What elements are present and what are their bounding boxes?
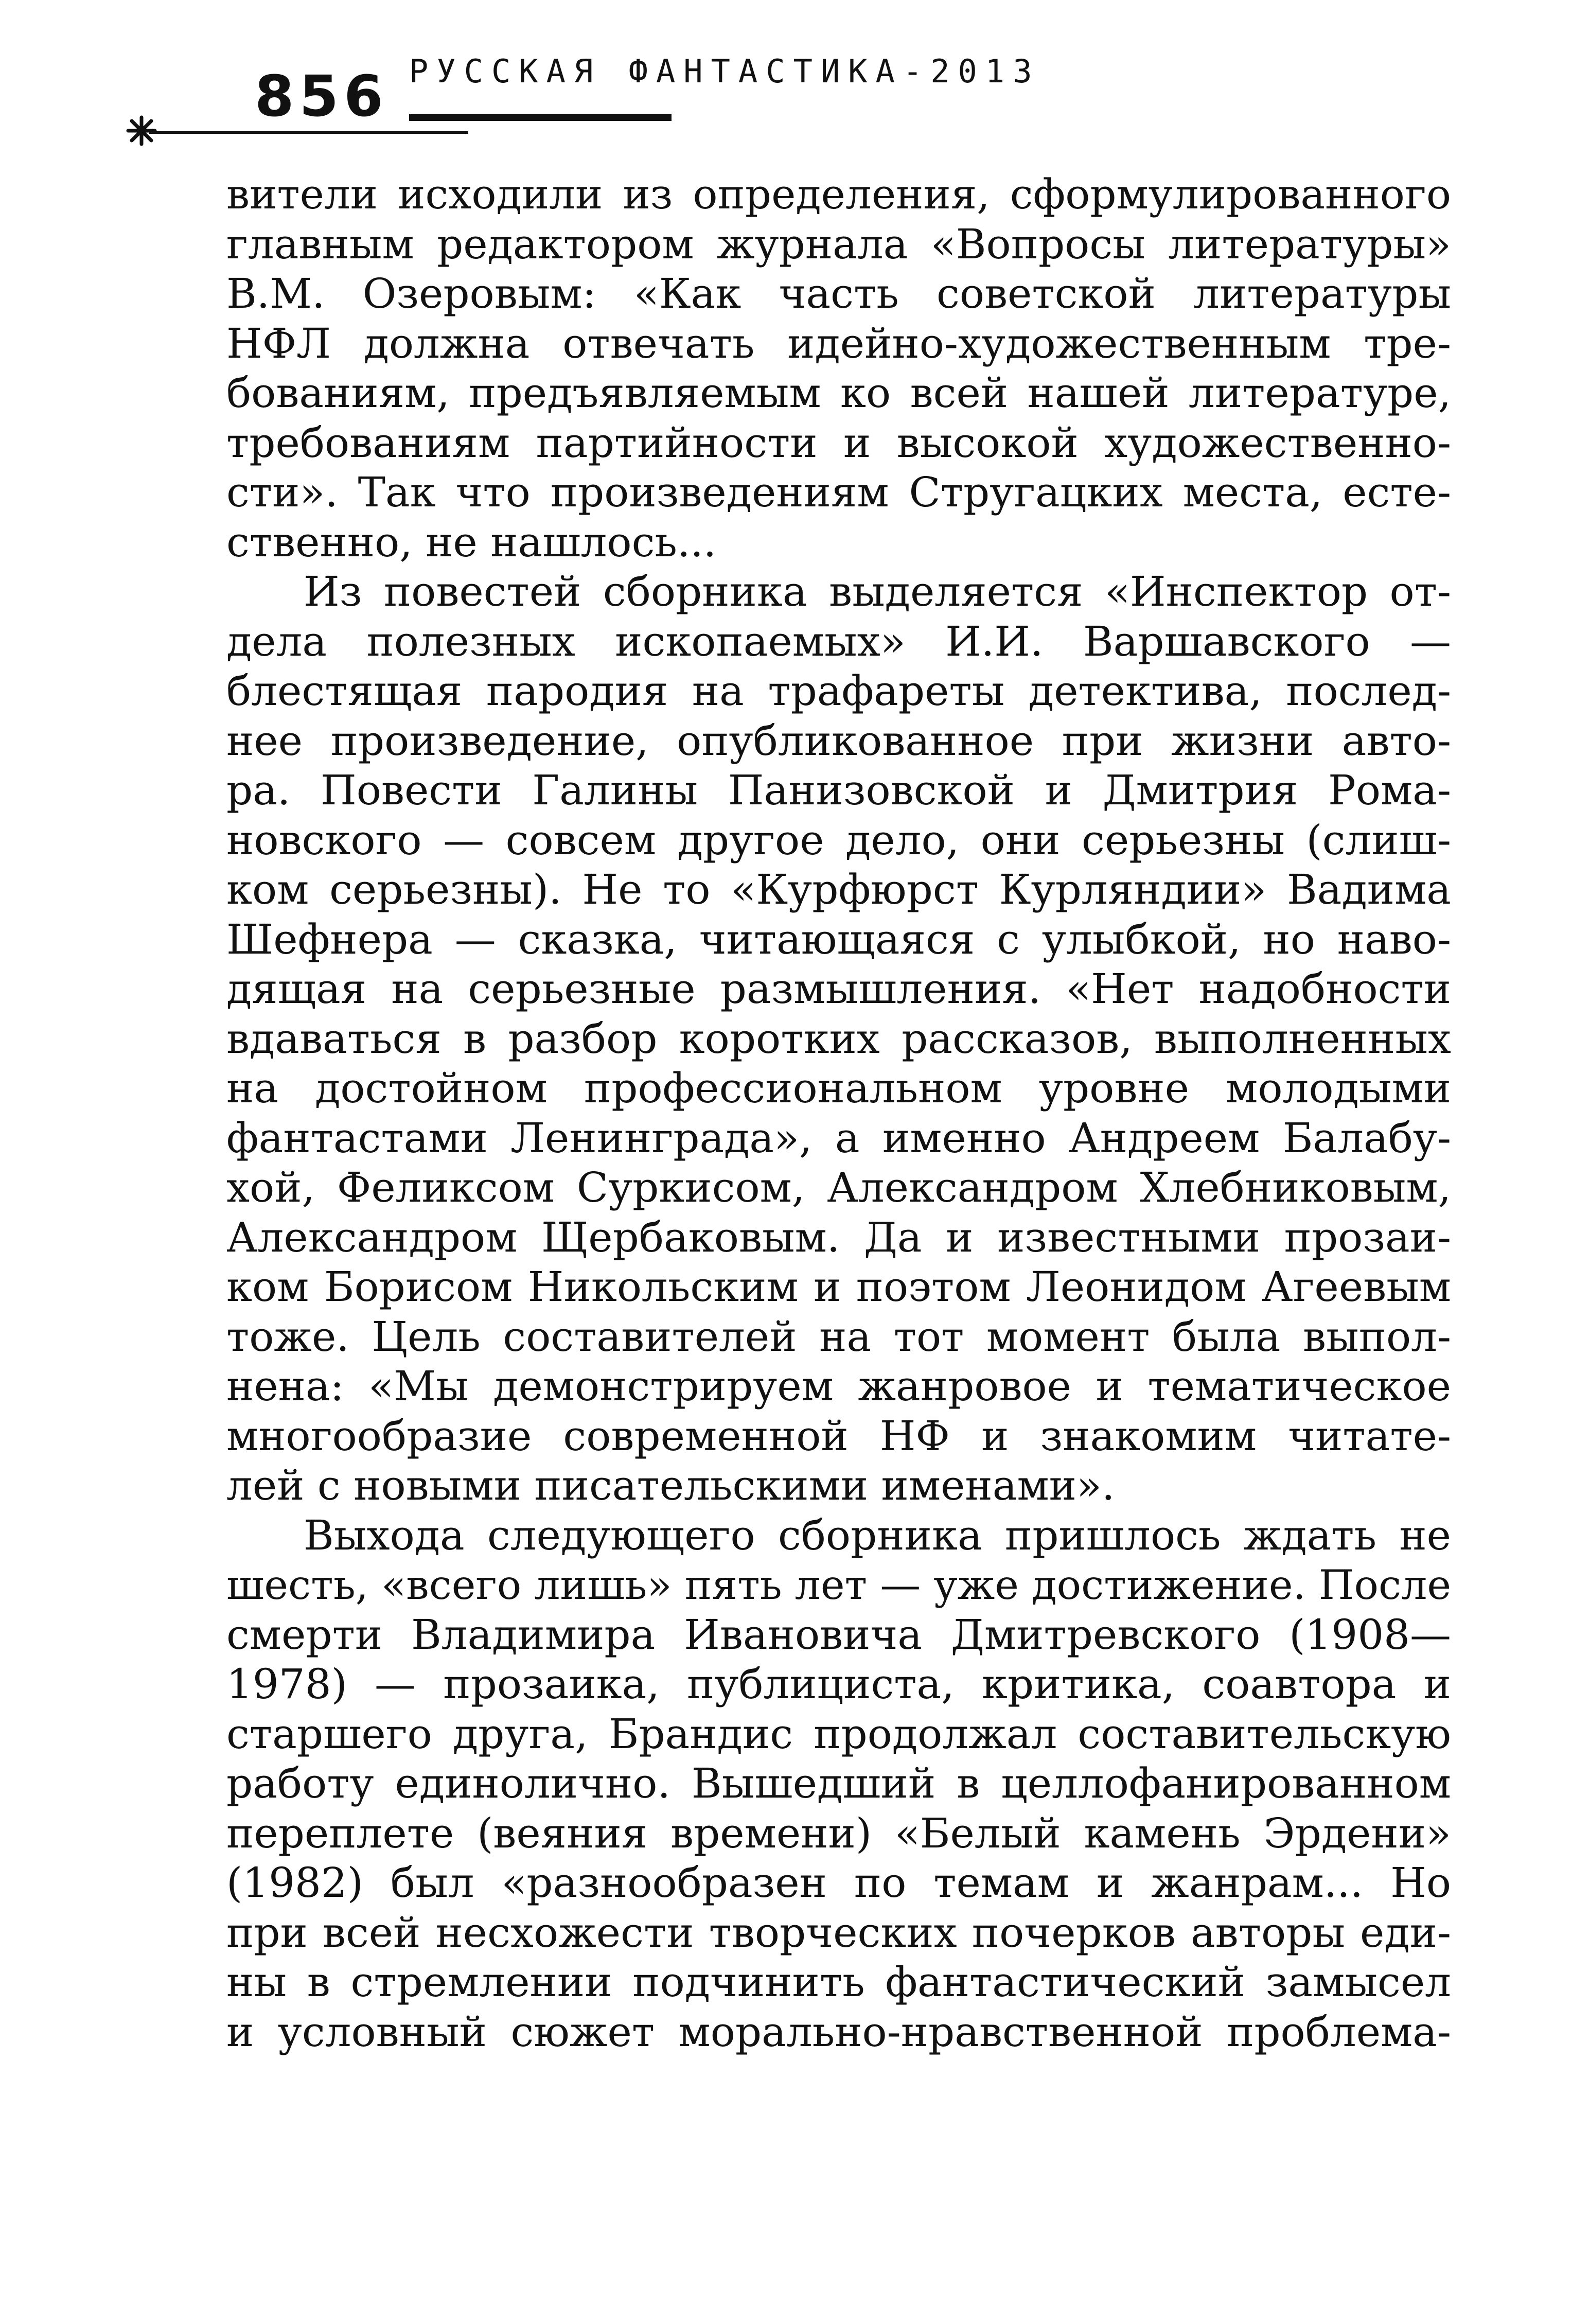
paragraph-2 xyxy=(226,567,1451,1511)
text-line: лей с новыми писательскими именами». xyxy=(226,1462,1115,1509)
text-line: В.М. Озеровым: «Как часть советской литературы xyxy=(226,270,1451,318)
text-line: фантастами Ленинграда», а именно Андреем Балабу- xyxy=(226,1114,1451,1162)
text-line: главным редактором журнала «Вопросы литературы» xyxy=(226,220,1451,268)
header-rule xyxy=(149,131,468,134)
text-line: требованиям партийности и высокой художественно- xyxy=(226,418,1451,467)
running-title: РУССКАЯ ФАНТАСТИКА-2013 xyxy=(409,52,1040,90)
page-header xyxy=(0,0,1572,170)
text-line: ком Борисом Никольским и поэтом Леонидом Агеевым xyxy=(226,1263,1451,1311)
text-line: (1982) был «разнообразен по темам и жанрам... Но xyxy=(226,1859,1451,1907)
text-line: 1978) — прозаика, публициста, критика, соавтора и xyxy=(226,1660,1451,1708)
star-icon xyxy=(125,114,158,147)
text-line: сти». Так что произведениям Стругацких места, есте- xyxy=(226,468,1451,516)
text-line: шесть, «всего лишь» пять лет — уже достижение. После xyxy=(226,1561,1451,1609)
text-line: ком серьезны). Не то «Курфюрст Курляндии» Вадима xyxy=(226,866,1451,913)
title-underline xyxy=(409,114,672,121)
text-line: смерти Владимира Ивановича Дмитревского (1908— xyxy=(226,1610,1451,1659)
text-line: ра. Повести Галины Панизовской и Дмитрия Рома- xyxy=(226,766,1451,814)
text-line: дела полезных ископаемых» И.И. Варшавского — xyxy=(226,617,1451,665)
text-line: Александром Щербаковым. Да и известными прозаи- xyxy=(226,1213,1451,1261)
text-line: хой, Феликсом Суркисом, Александром Хлебниковым, xyxy=(226,1164,1451,1211)
text-line: НФЛ должна отвечать идейно-художественным тре- xyxy=(226,319,1451,367)
text-line: на достойном профессиональном уровне молодыми xyxy=(226,1064,1451,1112)
text-line: нее произведение, опубликованное при жизни авто- xyxy=(226,716,1451,765)
text-line: ственно, не нашлось... xyxy=(226,518,717,566)
text-line: старшего друга, Брандис продолжал составительскую xyxy=(226,1710,1451,1758)
text-line: при всей несхожести творческих почерков авторы еди- xyxy=(226,1908,1451,1957)
text-line: нена: «Мы демонстрируем жанровое и тематическое xyxy=(226,1362,1451,1410)
text-line: переплете (веяния времени) «Белый камень Эрдени» xyxy=(226,1809,1451,1857)
text-line: Выхода следующего сборника пришлось ждать не xyxy=(304,1511,1451,1559)
text-line: Из повестей сборника выделяется «Инспектор от- xyxy=(304,568,1451,615)
page-number: 856 xyxy=(255,63,388,129)
text-line: Шефнера — сказка, читающаяся с улыбкой, но наво- xyxy=(226,915,1451,963)
text-line: новского — совсем другое дело, они серьезны (слиш- xyxy=(226,816,1451,864)
text-line: тоже. Цель составителей на тот момент была выпол- xyxy=(226,1312,1451,1361)
text-line: вдаваться в разбор коротких рассказов, выполненных xyxy=(226,1014,1451,1063)
text-line: и условный сюжет морально-нравственной проблема- xyxy=(226,2008,1451,2056)
text-line: вители исходили из определения, сформулированного xyxy=(226,170,1451,218)
paragraph-1 xyxy=(226,170,1451,567)
body-text xyxy=(226,170,1451,2057)
text-line: блестящая пародия на трафареты детектива, послед- xyxy=(226,667,1451,715)
text-line: ны в стремлении подчинить фантастический замысел xyxy=(226,1958,1451,2006)
text-line: работу единолично. Вышедший в целлофанированном xyxy=(226,1759,1451,1807)
paragraph-3 xyxy=(226,1511,1451,2057)
text-line: многообразие современной НФ и знакомим читате- xyxy=(226,1412,1451,1460)
text-line: дящая на серьезные размышления. «Нет надобности xyxy=(226,965,1451,1013)
text-line: бованиям, предъявляемым ко всей нашей литературе, xyxy=(226,369,1451,417)
